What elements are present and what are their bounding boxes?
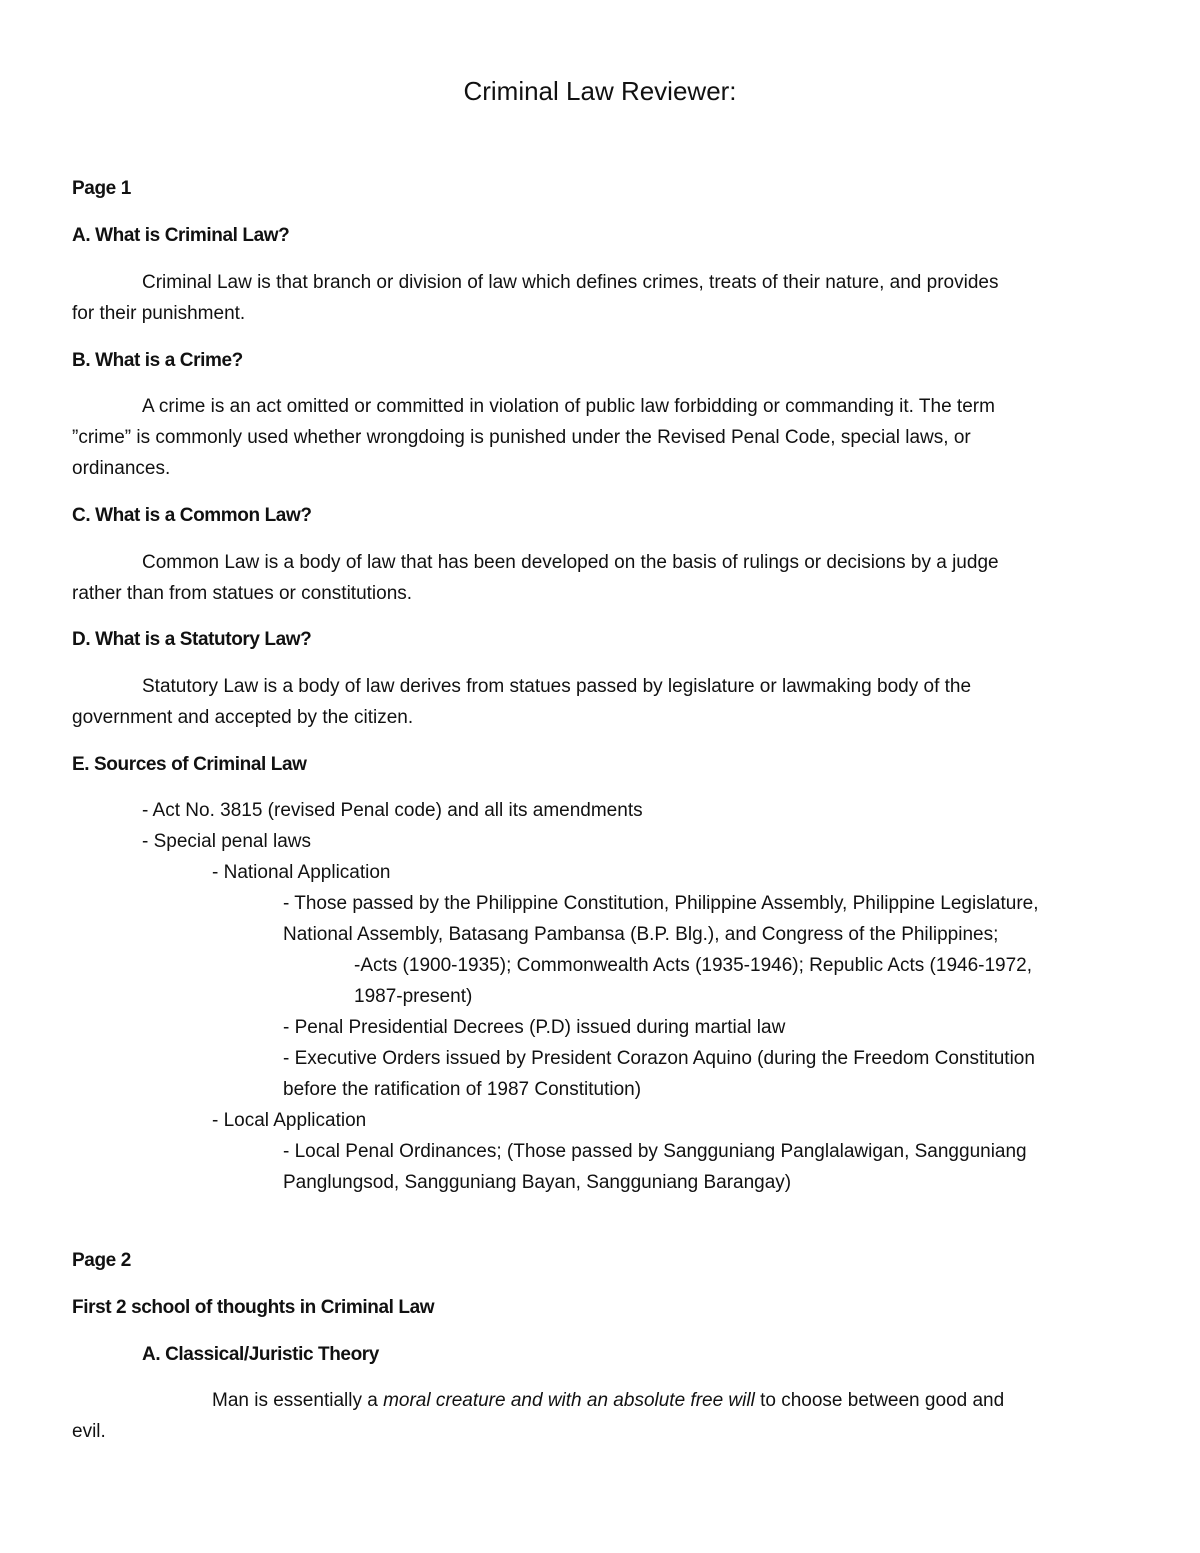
section-d-text-line1: Statutory Law is a body of law derives from statues passed by legislature or lawmaking body of the bbox=[142, 676, 972, 697]
page-1-label: Page 1 bbox=[72, 178, 131, 199]
source-local-ordinances-line1: - Local Penal Ordinances; (Those passed by Sangguniang Panglalawigan, Sangguniang bbox=[283, 1141, 1027, 1162]
section-d-text-line2: government and accepted by the citizen. bbox=[72, 707, 414, 728]
source-acts-line2: 1987-present) bbox=[354, 986, 473, 1007]
source-special-penal-laws: - Special penal laws bbox=[142, 831, 311, 852]
page-2-heading: First 2 school of thoughts in Criminal Law bbox=[72, 1297, 435, 1318]
page-2-label: Page 2 bbox=[72, 1250, 131, 1271]
source-executive-orders-line1: - Executive Orders issued by President Corazon Aquino (during the Freedom Constitution bbox=[283, 1048, 1035, 1069]
classical-theory-text-line2: evil. bbox=[72, 1421, 106, 1442]
source-act-3815: - Act No. 3815 (revised Penal code) and all its amendments bbox=[142, 800, 643, 821]
section-c-text-line1: Common Law is a body of law that has been developed on the basis of rulings or decisions by a judge bbox=[142, 552, 999, 573]
classical-text-emphasis: moral creature and with an absolute free will bbox=[383, 1390, 755, 1411]
source-presidential-decrees: - Penal Presidential Decrees (P.D) issued during martial law bbox=[283, 1017, 786, 1038]
classical-theory-heading: A. Classical/Juristic Theory bbox=[142, 1344, 379, 1365]
section-b-text-line2: ”crime” is commonly used whether wrongdoing is punished under the Revised Penal Code, special laws, or bbox=[72, 427, 971, 448]
source-local-ordinances-line2: Panglungsod, Sangguniang Bayan, Sangguniang Barangay) bbox=[283, 1172, 792, 1193]
classical-text-post: to choose between good and bbox=[754, 1390, 1005, 1411]
classical-text-pre: Man is essentially a bbox=[212, 1390, 384, 1411]
section-c-heading: C. What is a Common Law? bbox=[72, 505, 312, 526]
source-executive-orders-line2: before the ratification of 1987 Constitution) bbox=[283, 1079, 642, 1100]
section-a-text-line2: for their punishment. bbox=[72, 303, 246, 324]
source-local-application: - Local Application bbox=[212, 1110, 367, 1131]
section-d-heading: D. What is a Statutory Law? bbox=[72, 629, 312, 650]
source-acts-line1: -Acts (1900-1935); Commonwealth Acts (1935-1946); Republic Acts (1946-1972, bbox=[354, 955, 1033, 976]
section-e-heading: E. Sources of Criminal Law bbox=[72, 754, 307, 775]
classical-theory-text-line1 bbox=[212, 1390, 1004, 1412]
source-national-line1: - Those passed by the Philippine Constitution, Philippine Assembly, Philippine Legislature, bbox=[283, 893, 1039, 914]
source-national-application: - National Application bbox=[212, 862, 391, 883]
section-b-heading: B. What is a Crime? bbox=[72, 350, 243, 371]
section-a-text-line1: Criminal Law is that branch or division of law which defines crimes, treats of their nature, and provides bbox=[142, 272, 999, 293]
source-national-line2: National Assembly, Batasang Pambansa (B.P. Blg.), and Congress of the Philippines; bbox=[283, 924, 999, 945]
section-b-text-line3: ordinances. bbox=[72, 458, 171, 479]
document-title: Criminal Law Reviewer: bbox=[463, 76, 737, 106]
section-b-text-line1: A crime is an act omitted or committed in violation of public law forbidding or commanding it. The term bbox=[142, 396, 995, 417]
section-a-heading: A. What is Criminal Law? bbox=[72, 225, 290, 246]
section-c-text-line2: rather than from statues or constitutions. bbox=[72, 583, 413, 604]
